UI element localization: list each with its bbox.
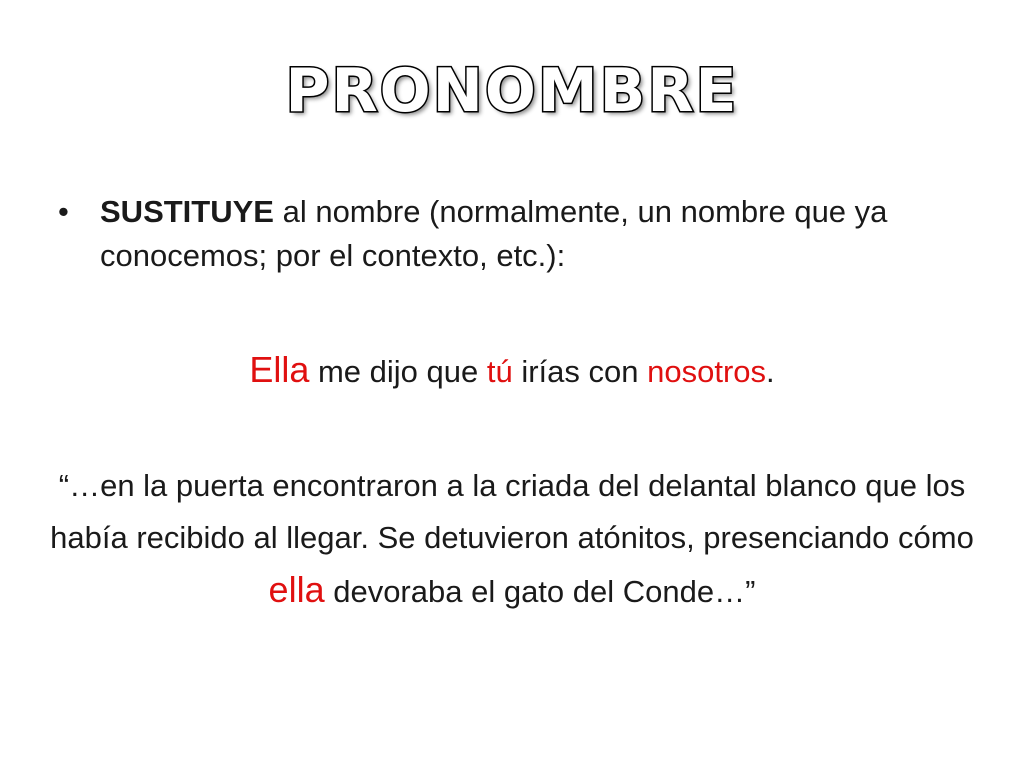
bullet-strong-term: SUSTITUYE bbox=[100, 194, 274, 229]
bullet-marker: • bbox=[58, 194, 69, 229]
example-text-2: irías con bbox=[512, 354, 648, 389]
pronoun-tu: tú bbox=[486, 354, 513, 389]
pronoun-ella: Ella bbox=[249, 349, 310, 390]
quote-text-1: “…en la puerta encontraron a la criada del delantal blanco que los había recibido al llegar. Se detuvieron atónitos, presenciando cómo bbox=[50, 468, 974, 555]
quote-text-2: devoraba el gato del Conde…” bbox=[324, 574, 756, 609]
pronoun-ella-quote: ella bbox=[268, 569, 325, 610]
bullet-definition: al nombre (normalmente, un nombre que ya conocemos; por el contexto, etc.): bbox=[100, 194, 888, 273]
bullet-text bbox=[100, 190, 960, 278]
literary-quote bbox=[40, 460, 984, 618]
slide-title: PRONOMBRE bbox=[285, 56, 739, 126]
example-text-1: me dijo que bbox=[309, 354, 487, 389]
example-text-3: . bbox=[766, 354, 775, 389]
example-sentence bbox=[0, 348, 1024, 394]
pronoun-nosotros: nosotros bbox=[647, 354, 767, 389]
